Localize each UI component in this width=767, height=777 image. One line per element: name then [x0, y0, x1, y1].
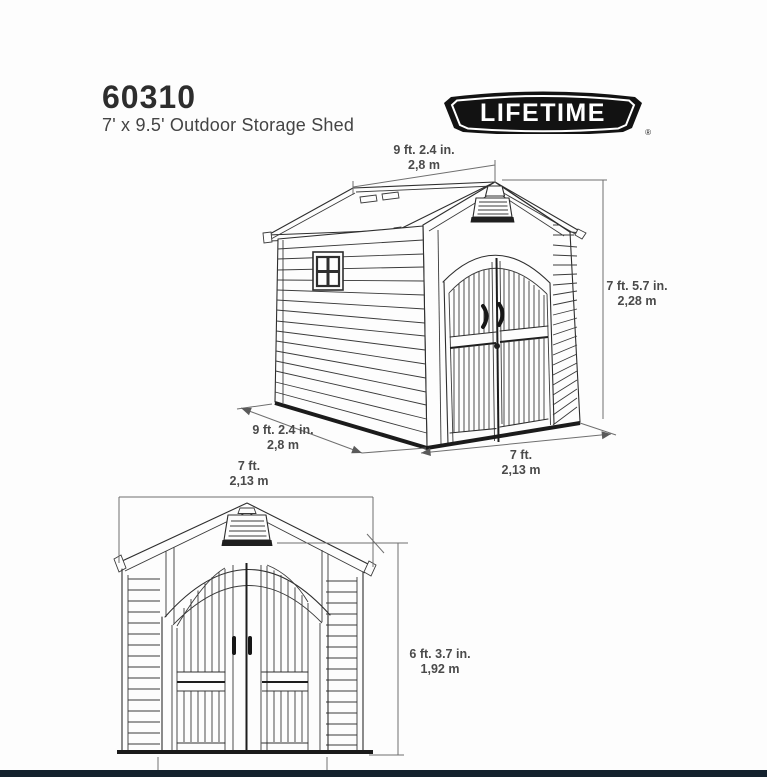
front-siding — [553, 225, 577, 425]
dim-depth: 9 ft. 2.4 in. 2,8 m — [252, 423, 314, 452]
dim-width: 7 ft. 2,13 m — [501, 448, 541, 477]
lifetime-logo-text: LIFETIME — [480, 99, 606, 127]
title-block — [102, 80, 354, 135]
elevation-door-handles — [234, 638, 250, 653]
shed-window — [313, 252, 343, 290]
shed-side-wall — [275, 226, 427, 447]
shed-roof — [263, 182, 586, 243]
right-wing-siding — [326, 581, 357, 745]
front-elevation-drawing — [100, 495, 420, 777]
dim-ridge-length: 9 ft. 2.4 in. 2,8 m — [393, 143, 455, 172]
elevation-gable-vent — [222, 515, 273, 546]
shed-double-doors — [443, 255, 554, 445]
product-name: 7' x 9.5' Outdoor Storage Shed — [102, 115, 355, 135]
registered-trademark: ® — [645, 128, 651, 137]
gable-vent — [471, 186, 515, 223]
dim-front-width: 7 ft. 2,13 m — [229, 459, 269, 488]
dim-front-height: 6 ft. 3.7 in. 1,92 m — [409, 647, 471, 676]
lifetime-logo — [443, 87, 649, 137]
footer-accent-bar — [0, 770, 767, 777]
elevation-double-doors — [162, 563, 330, 753]
left-wing-siding — [128, 579, 160, 744]
lifetime-logo-badge-icon — [443, 87, 643, 134]
dim-height: 7 ft. 5.7 in. 2,28 m — [606, 279, 668, 308]
model-number: 60310 — [102, 79, 196, 115]
elevation-walls — [122, 547, 363, 753]
